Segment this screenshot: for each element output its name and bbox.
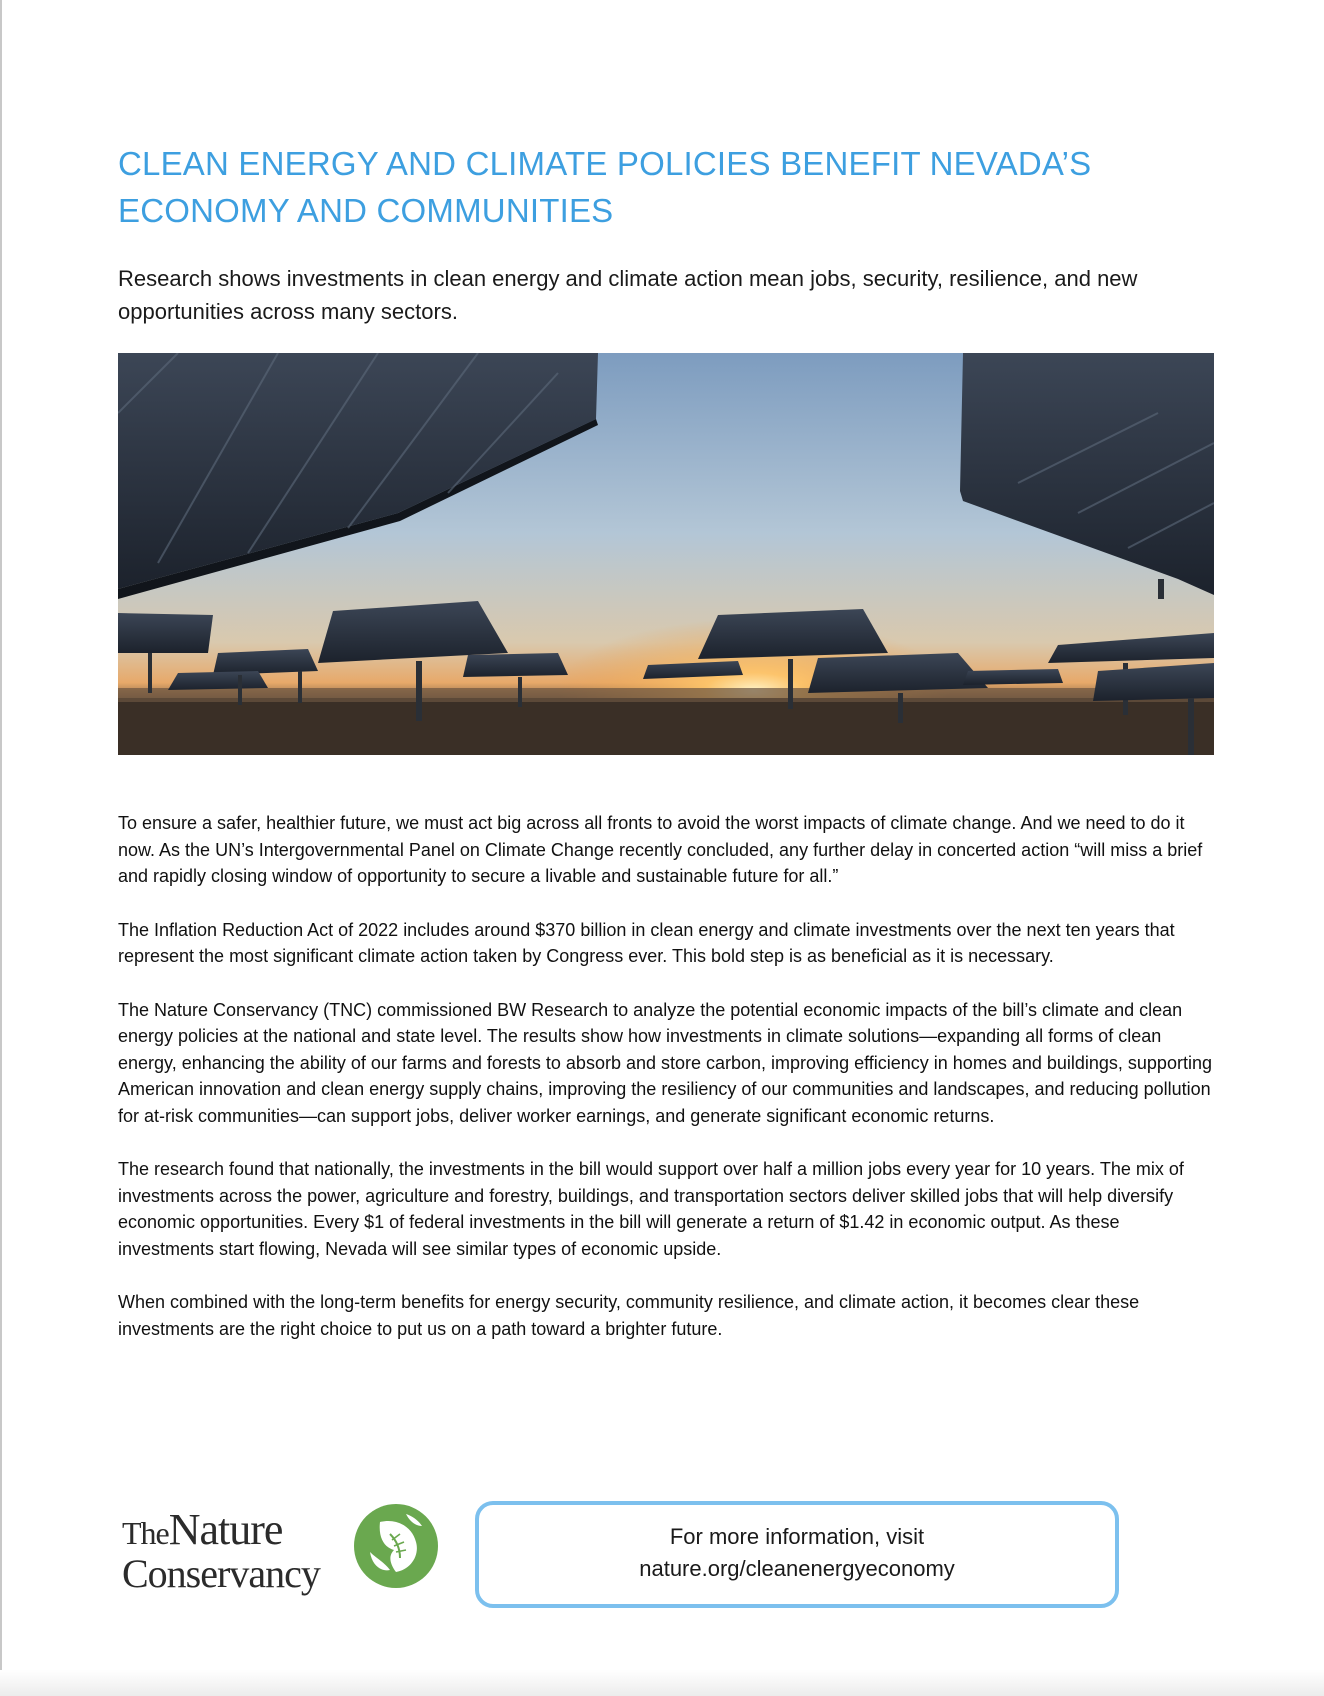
- page-title-line1: CLEAN ENERGY AND CLIMATE POLICIES BENEFIT NEVADA’S: [118, 145, 1092, 182]
- logo-the: The: [122, 1515, 169, 1551]
- more-info-text: For more information, visit: [669, 1524, 925, 1549]
- more-info-url[interactable]: nature.org/cleanenergyeconomy: [639, 1556, 955, 1581]
- body-paragraph: When combined with the long-term benefits for energy security, community resilience, and climate action, it becomes clear these investments are the right choice to put us on a path toward a brighter future.: [118, 1292, 1140, 1339]
- page-bottom-shadow: [0, 1670, 1324, 1696]
- body-paragraph: The Nature Conservancy (TNC) commissioned BW Research to analyze the potential economic impacts of the bill’s climate and clean energy policies at the national and state level. The results show how investments in climate solutions—expanding all forms of clean energy, enhancing the ability of our farms and forests to absorb and store carbon, improving efficiency in homes and buildings, supporting American innovation and clean energy supply chains, improving the resiliency of our communities and landscapes, and reducing pollution for at-risk communities—can support jobs, deliver worker earnings, and generate significant economic returns.: [118, 999, 1212, 1126]
- page-edge: [0, 0, 2, 1696]
- logo-wordmark: [122, 1505, 320, 1596]
- page-title: [118, 140, 1118, 234]
- body-text: [118, 810, 1218, 1369]
- logo-nature: Nature: [168, 1505, 283, 1554]
- body-paragraph: The research found that nationally, the investments in the bill would support over half a million jobs every year for 10 years. The mix of investments across the power, agriculture and forestry, buildings, and transportation sectors deliver skilled jobs that will help diversify economic opportunities. Every $1 of federal investments in the bill will generate a return of $1.42 in economic output. As these investments start flowing, Nevada will see similar types of economic upside.: [118, 1159, 1184, 1259]
- body-paragraph: The Inflation Reduction Act of 2022 includes around $370 billion in clean energy and climate investments over the next ten years that represent the most significant climate action taken by Congress ever. This bold step is as beneficial as it is necessary.: [118, 919, 1175, 966]
- nature-conservancy-logo: [122, 1500, 442, 1600]
- body-paragraph: To ensure a safer, healthier future, we must act big across all fronts to avoid the worst impacts of climate change. And we need to do it now. As the UN’s Intergovernmental Panel on Climate Change recently concluded, any further delay in concerted action “will miss a brief and rapidly closing window of opportunity to secure a livable and sustainable future for all.”: [118, 813, 1203, 886]
- page-subtitle: Research shows investments in clean energy and climate action mean jobs, security, resilience, and new opportunities across many sectors.: [118, 266, 1138, 324]
- more-info-box: [475, 1501, 1119, 1608]
- leaf-globe-icon: [350, 1500, 442, 1592]
- logo-conservancy: Conservancy: [122, 1551, 320, 1596]
- hero-image: [118, 353, 1214, 755]
- page-title-line2: ECONOMY AND COMMUNITIES: [118, 192, 614, 229]
